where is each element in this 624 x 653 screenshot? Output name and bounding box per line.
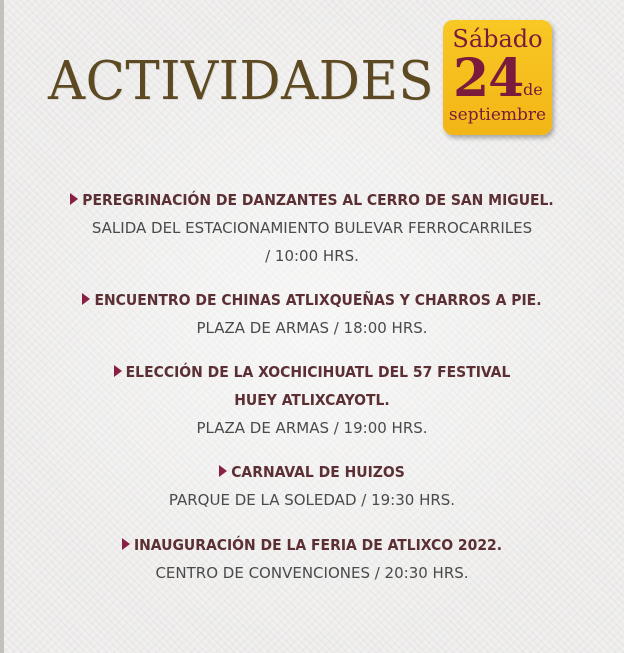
event-detail: PARQUE DE LA SOLEDAD / 19:30 HRS. — [168, 491, 456, 509]
event-title-line — [0, 531, 624, 559]
date-month: septiembre — [448, 105, 547, 125]
event-item — [0, 186, 624, 270]
event-title-line — [0, 286, 624, 314]
event-item — [0, 531, 624, 587]
event-title-text: PEREGRINACIÓN DE DANZANTES AL CERRO DE SAN MIGUEL. — [82, 191, 554, 209]
event-detail: SALIDA DEL ESTACIONAMIENTO BULEVAR FERROCARRILES — [91, 219, 533, 237]
event-detail: PLAZA DE ARMAS / 19:00 HRS. — [196, 419, 428, 437]
event-title-text: ELECCIÓN DE LA XOCHICIHUATL DEL 57 FESTIVAL — [125, 363, 511, 381]
event-title-line — [0, 458, 624, 486]
date-day-of-week: Sábado — [452, 25, 543, 53]
triangle-bullet-icon — [70, 193, 78, 205]
event-title-line — [0, 186, 624, 214]
event-title-text: ENCUENTRO DE CHINAS ATLIXQUEÑAS Y CHARROS A PIE. — [94, 291, 542, 309]
date-badge — [443, 20, 552, 135]
event-title-text: CARNAVAL DE HUIZOS — [231, 463, 405, 481]
event-title-line-2: HUEY ATLIXCAYOTL. — [234, 391, 390, 409]
triangle-bullet-icon — [219, 465, 227, 477]
triangle-bullet-icon — [82, 293, 90, 305]
event-item — [0, 458, 624, 514]
triangle-bullet-icon — [122, 538, 130, 550]
page-title: ACTIVIDADES — [48, 51, 435, 112]
events-list — [0, 186, 624, 587]
date-de: de — [523, 80, 543, 99]
event-detail: PLAZA DE ARMAS / 18:00 HRS. — [196, 319, 428, 337]
event-title-text: INAUGURACIÓN DE LA FERIA DE ATLIXCO 2022. — [133, 536, 503, 554]
event-item — [0, 286, 624, 342]
triangle-bullet-icon — [114, 365, 122, 377]
event-item — [0, 358, 624, 442]
event-detail: CENTRO DE CONVENCIONES / 20:30 HRS. — [155, 564, 469, 582]
event-title-line — [0, 358, 624, 386]
event-detail: / 10:00 HRS. — [265, 247, 359, 265]
date-day-number: 24 — [453, 48, 524, 109]
